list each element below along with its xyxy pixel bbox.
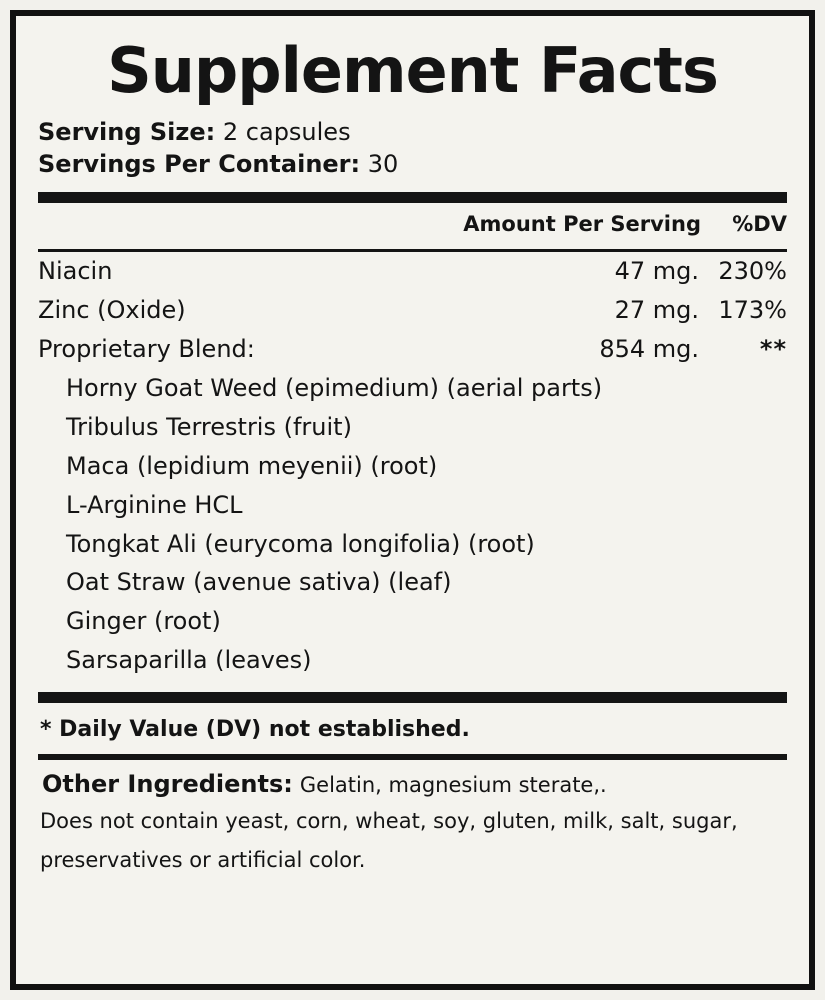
blend-amount: 854 mg. [599,335,699,364]
daily-value-footnote: * Daily Value (DV) not established. [40,717,470,743]
list-item: Ginger (root) [66,607,221,636]
divider-top [38,192,787,203]
nutrient-amount: 27 mg. [614,296,699,325]
list-item: Maca (lepidium meyenii) (root) [66,451,438,480]
list-item: L-Arginine HCL [66,490,243,519]
other-ingredients-value: Gelatin, magnesium sterate,. [299,773,607,798]
list-item: Tribulus Terrestris (fruit) [66,412,352,441]
blend-dv: ** [759,335,787,364]
divider-below-blend [38,692,787,703]
blend-name: Proprietary Blend: [38,335,255,364]
list-item: Sarsaparilla (leaves) [66,646,312,675]
label-panel [10,10,815,990]
column-header-dv: %DV [732,212,787,237]
column-header-amount: Amount Per Serving [463,212,701,237]
servings-per-container-line [38,149,787,181]
table-row [38,252,787,291]
allergen-disclaimer-line-2: preservatives or artificial color. [40,847,366,872]
list-item: Horny Goat Weed (epimedium) (aerial parts) [66,374,603,403]
nutrient-name: Niacin [38,257,113,286]
nutrient-dv: 173% [718,296,787,325]
other-ingredients-label: Other Ingredients: [42,770,293,799]
other-ingredients-line [38,760,787,798]
servings-per-container-label: Servings Per Container: [38,149,361,178]
list-item: Tongkat Ali (eurycoma longifolia) (root) [66,529,535,558]
serving-size-line [38,117,787,149]
page-title: Supplement Facts [107,34,718,107]
serving-size-value: 2 capsules [222,118,351,147]
allergen-disclaimer-line-1: Does not contain yeast, corn, wheat, soy, gluten, milk, salt, sugar, [40,809,738,834]
table-row-blend [38,330,787,369]
serving-size-label: Serving Size: [38,118,216,147]
nutrient-dv: 230% [718,257,787,286]
servings-per-container-value: 30 [367,149,399,178]
list-item: Oat Straw (avenue sativa) (leaf) [66,568,452,597]
nutrient-amount: 47 mg. [614,257,699,286]
table-row [38,291,787,330]
table-column-headers [38,203,787,242]
nutrient-name: Zinc (Oxide) [38,296,186,325]
